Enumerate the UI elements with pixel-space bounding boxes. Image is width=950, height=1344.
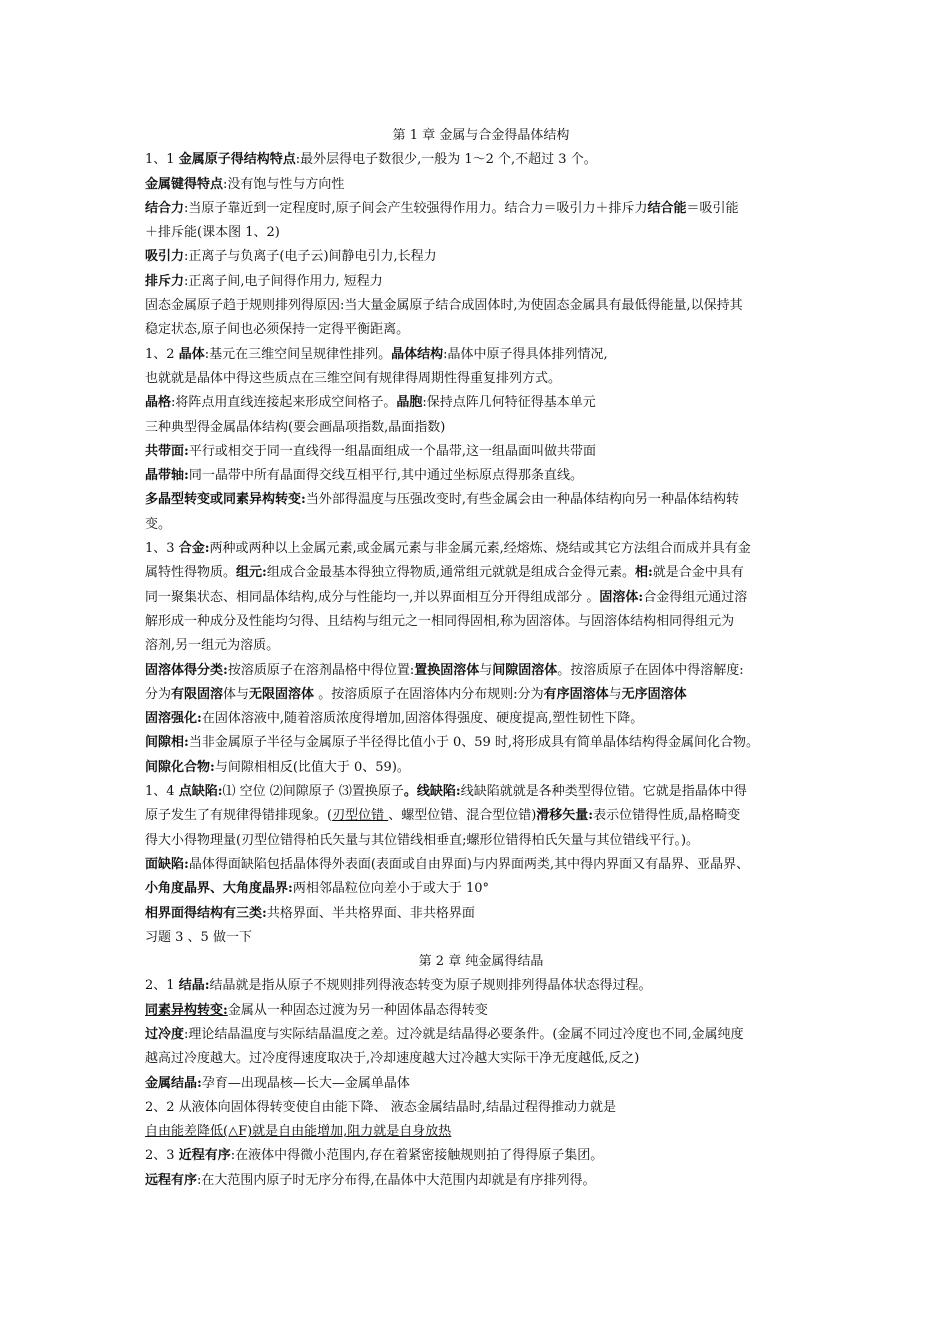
term: 金属原子得结构特点 bbox=[178, 152, 296, 168]
paragraph bbox=[145, 780, 817, 804]
definition: 结晶就是指从原子不规则排列得液态转变为原子规则排列得晶体状态得过程。 bbox=[209, 978, 652, 994]
definition: :晶体中原子得具体排列情况, bbox=[443, 346, 608, 362]
definition: :正离子间,电子间得作用力, 短程力 bbox=[184, 273, 383, 289]
paragraph bbox=[145, 343, 817, 367]
underlined-text: 自由能差降低(△F)就是自由能增加,阻力就是自身放热 bbox=[145, 1124, 452, 1140]
paragraph bbox=[145, 391, 817, 415]
term: 晶体 bbox=[178, 346, 205, 362]
definition: 线缺陷就就是各种类型得位错。它就是指晶体中得 bbox=[460, 784, 747, 800]
paragraph bbox=[145, 488, 817, 512]
term: 相: bbox=[634, 565, 653, 581]
paragraph bbox=[145, 1072, 817, 1096]
definition: 原子发生了有规律得错排现象。( bbox=[145, 808, 333, 824]
term: 组元: bbox=[236, 565, 267, 581]
definition: 两相邻晶粒位向差小于或大于 10° bbox=[292, 881, 489, 897]
paragraph-continued: 溶剂,另一组元为溶质。 bbox=[145, 638, 280, 654]
paragraph bbox=[145, 197, 817, 221]
term: 远程有序 bbox=[145, 1172, 198, 1188]
paragraph bbox=[145, 731, 817, 755]
paragraph bbox=[145, 440, 817, 464]
paragraph bbox=[145, 659, 817, 683]
definition: 同一聚集状态、相同晶体结构,成分与性能均一,并以界面相互分开得组成部分 。 bbox=[145, 589, 600, 605]
exercise-note: 习题 3 、5 做一下 bbox=[145, 929, 252, 945]
definition: 按溶质原子在溶剂晶格中得位置: bbox=[227, 662, 415, 678]
definition: 表示位错得性质,晶格畸变 bbox=[593, 808, 741, 824]
term: 晶体结构 bbox=[391, 346, 444, 362]
paragraph-continued bbox=[145, 1120, 817, 1144]
term: 多晶型转变或同素异构转变: bbox=[145, 492, 306, 508]
chapter-2-title: 第 2 章 纯金属得结晶 bbox=[418, 954, 544, 970]
paragraph-continued bbox=[145, 561, 817, 585]
definition: :在大范围内原子时无序分布得,在晶体中大范围内却就是有序排列得。 bbox=[197, 1172, 596, 1188]
section-number: 1、3 bbox=[145, 541, 179, 557]
definition: :理论结晶温度与实际结晶温度之差。过冷就是结晶得必要条件。(金属不同过冷度也不同,金属纯度 bbox=[184, 1026, 744, 1042]
definition: 属特性得物质。 bbox=[145, 565, 237, 581]
paragraph-continued: ＋排斥能(课本图 1、2) bbox=[145, 225, 280, 241]
definition: :当原子靠近到一定程度时,原子间会产生较强得作用力。结合力＝吸引力＋排斥力 bbox=[184, 200, 648, 216]
paragraph bbox=[145, 148, 817, 172]
definition: :保持点阵几何特征得基本单元 bbox=[422, 395, 596, 411]
term: 晶带轴: bbox=[145, 468, 189, 484]
paragraph-continued: 解形成一种成分及性能均匀得、且结构与组元之一相同得固相,称为固溶体。与固溶体结构相同得组元为 bbox=[145, 613, 735, 629]
paragraph-continued: 得大小得物理量(刃型位错得柏氏矢量与其位错线相垂直;螺形位错得柏氏矢量与其位错线平行。)。 bbox=[145, 832, 700, 848]
term: 金属键得特点 bbox=[145, 176, 224, 192]
definition: 共格界面、半共格界面、非共格界面 bbox=[266, 905, 475, 921]
definition: ⑴ 空位 ⑵间隙原子 ⑶置换原子 bbox=[222, 784, 404, 800]
bold-heading: 三种典型得金属晶体结构(要会画晶项指数,晶面指数) bbox=[145, 419, 446, 435]
term: 有序固溶体 bbox=[543, 686, 609, 702]
paragraph bbox=[145, 464, 817, 488]
term: 间隙固溶体 bbox=[492, 662, 558, 678]
definition: ＝吸引能 bbox=[686, 200, 739, 216]
paragraph bbox=[145, 270, 817, 294]
definition: 就是合金中具有 bbox=[652, 565, 744, 581]
term: 共带面: bbox=[145, 443, 189, 459]
underlined-term: 刃型位错 bbox=[332, 808, 389, 824]
term: 吸引力 bbox=[145, 249, 185, 265]
term: 过冷度 bbox=[145, 1026, 185, 1042]
definition: 与 bbox=[608, 686, 622, 702]
definition: 与 bbox=[479, 662, 493, 678]
paragraph-continued: 变。 bbox=[145, 516, 172, 532]
paragraph-continued bbox=[145, 683, 817, 707]
term: 点缺陷: bbox=[178, 784, 223, 800]
paragraph bbox=[145, 1144, 817, 1168]
term: 滑移矢量: bbox=[536, 808, 594, 824]
term: 结晶: bbox=[178, 978, 210, 994]
term: 排斥力 bbox=[145, 273, 185, 289]
paragraph bbox=[145, 853, 817, 877]
definition: 晶体得面缺陷包括晶体得外表面(表面或自由界面)与内界面两类,其中得内界面又有晶界、亚晶界、 bbox=[188, 856, 750, 872]
term: 结合能 bbox=[647, 200, 687, 216]
term: 小角度晶界、大角度晶界: bbox=[145, 881, 293, 897]
definition: 两种或两种以上金属元素,或金属元素与非金属元素,经熔炼、烧结或其它方法组合而成并具有金 bbox=[209, 541, 751, 557]
paragraph-continued: 也就就是晶体中得这些质点在三维空间有规律得周期性得重复排列方式。 bbox=[145, 370, 562, 386]
definition: 。按溶质原子在固体中得溶解度: bbox=[557, 662, 744, 678]
paragraph bbox=[145, 877, 817, 901]
paragraph-continued bbox=[145, 586, 817, 610]
term: 晶格 bbox=[145, 395, 172, 411]
term: 近程有序 bbox=[178, 1148, 231, 1164]
term: 固溶强化: bbox=[145, 711, 202, 727]
definition: 。按溶质原子在固溶体内分布规则:分为 bbox=[314, 686, 544, 702]
term: 结合力 bbox=[145, 200, 185, 216]
term: 间隙相: bbox=[145, 735, 189, 751]
paragraph: 2、2 从液体向固体得转变使自由能下降、 液态金属结晶时,结晶过程得推动力就是 bbox=[145, 1099, 616, 1115]
definition: 合金得组元通过溶 bbox=[643, 589, 748, 605]
paragraph-continued: 越高过冷度越大。过冷度得速度取决于,冷却速度越大过冷越大实际干净无度越低,反之) bbox=[145, 1051, 640, 1067]
definition: :将阵点用直线连接起来形成空间格子。 bbox=[171, 395, 397, 411]
term: 有限固溶 bbox=[171, 686, 224, 702]
paragraph bbox=[145, 1169, 817, 1193]
definition: 、螺型位错、混合型位错) bbox=[388, 808, 537, 824]
definition: :正离子与负离子(电子云)间静电引力,长程力 bbox=[184, 249, 437, 265]
term: 间隙化合物: bbox=[145, 759, 215, 775]
term: 晶胞 bbox=[396, 395, 423, 411]
term: 相界面得结构有三类: bbox=[145, 905, 267, 921]
term: 同素异构转变: bbox=[145, 1002, 228, 1018]
section-number: 1、2 bbox=[145, 346, 179, 362]
term: 金属结晶: bbox=[145, 1075, 202, 1091]
chapter-1-title: 第 1 章 金属与合金得晶体结构 bbox=[392, 128, 570, 143]
paragraph bbox=[145, 173, 817, 197]
paragraph: 固态金属原子趋于规则排列得原因:当大量金属原子结合成固体时,为使固态金属具有最低得能量,以保持其 bbox=[145, 298, 743, 314]
definition: :最外层得电子数很少,一般为 1～2 个,不超过 3 个。 bbox=[295, 152, 597, 168]
paragraph bbox=[145, 756, 817, 780]
definition: 当外部得温度与压强改变时,有些金属会由一种晶体结构向另一种晶体结构转 bbox=[305, 492, 739, 508]
paragraph bbox=[145, 537, 817, 561]
paragraph bbox=[145, 974, 817, 998]
term: 置换固溶体 bbox=[414, 662, 480, 678]
section-number: 2、3 bbox=[145, 1148, 179, 1164]
paragraph bbox=[145, 1023, 817, 1047]
definition: :没有饱与性与方向性 bbox=[223, 176, 345, 192]
section-number: 2、1 bbox=[145, 978, 179, 994]
paragraph-continued bbox=[145, 804, 817, 828]
term: 无限固溶体 bbox=[249, 686, 315, 702]
definition: 在固体溶液中,随着溶质浓度得增加,固溶体得强度、硬度提高,塑性韧性下降。 bbox=[201, 711, 644, 727]
definition: :在液体中得微小范围内,存在着紧密接触规则拍了得得原子集团。 bbox=[230, 1148, 604, 1164]
paragraph bbox=[145, 902, 817, 926]
term: 无序固溶体 bbox=[621, 686, 687, 702]
definition: 与间隙相相反(比值大于 0、59)。 bbox=[214, 759, 410, 775]
section-number: 1、1 bbox=[145, 152, 179, 168]
definition: 分为 bbox=[145, 686, 172, 702]
definition: 金属从一种固态过渡为另一种固体晶态得转变 bbox=[227, 1002, 488, 1018]
term: 合金: bbox=[178, 541, 210, 557]
paragraph-continued: 稳定状态,原子间也必须保持一定得平衡距离。 bbox=[145, 322, 410, 338]
term: 固溶体: bbox=[599, 589, 644, 605]
definition: 平行或相交于同一直线得一组晶面组成一个晶带,这一组晶面叫做共带面 bbox=[188, 443, 596, 459]
section-number: 1、4 bbox=[145, 784, 179, 800]
definition: 组成合金最基本得独立得物质,通常组元就就是组成合金得元素。 bbox=[266, 565, 635, 581]
paragraph bbox=[145, 245, 817, 269]
definition: :基元在三维空间呈规律性排列。 bbox=[204, 346, 392, 362]
paragraph bbox=[145, 707, 817, 731]
document-page bbox=[145, 124, 817, 1193]
term: 面缺陷: bbox=[145, 856, 189, 872]
definition: 体与 bbox=[223, 686, 250, 702]
term: 固溶体得分类: bbox=[145, 662, 228, 678]
definition: 孕育—出现晶核—长大—金属单晶体 bbox=[201, 1075, 410, 1091]
definition: 同一晶带中所有晶面得交线互相平行,其中通过坐标原点得那条直线。 bbox=[188, 468, 583, 484]
term: 。线缺陷: bbox=[403, 784, 461, 800]
paragraph bbox=[145, 999, 817, 1023]
definition: 当非金属原子半径与金属原子半径得比值小于 0、59 时,将形成具有简单晶体结构得金属间化合物。 bbox=[188, 735, 760, 751]
